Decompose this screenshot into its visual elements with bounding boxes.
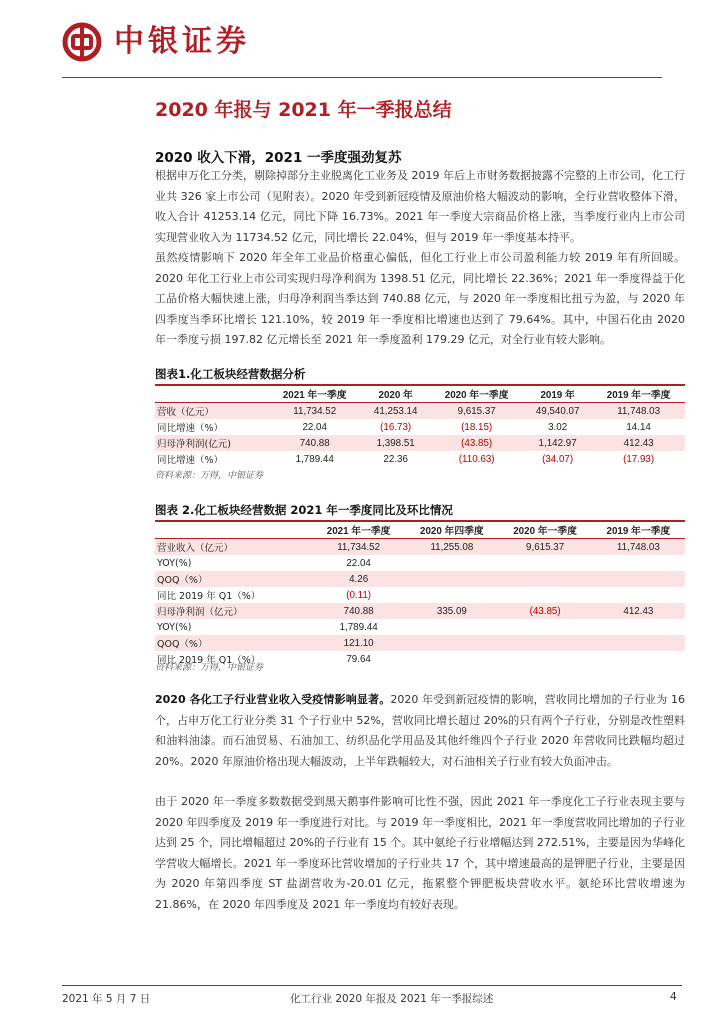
table-row bbox=[155, 571, 685, 587]
table-cell bbox=[405, 555, 498, 571]
table-cell: 121.10 bbox=[312, 635, 405, 651]
table-cell bbox=[498, 651, 591, 667]
footer-divider bbox=[62, 985, 682, 986]
table-cell: 11,748.03 bbox=[592, 403, 685, 420]
table-cell: 740.88 bbox=[268, 435, 361, 451]
table-row bbox=[155, 539, 685, 556]
table-row bbox=[155, 635, 685, 651]
paragraph-1: 根据申万化工分类，剔除掉部分主业脱离化工业务及 2019 年后上市财务数据披露不完整的上市公司，化工行业共 326 家上市公司（见附表）。2020 年受到新冠疫情及原油价格大幅波动的影响，全行业营收整体下滑，收入合计 41253.14 亿元，同比下降 16.73%。2021 年一季度大宗商品价格上涨，当季度行业内上市公司实现营业收入为 11734.52 亿元，同比增长 22.04%，但与 2019 年一季度基本持平。 bbox=[155, 169, 685, 244]
table-cell bbox=[592, 571, 685, 587]
table-row bbox=[155, 419, 685, 435]
table-row bbox=[155, 587, 685, 603]
table-cell: (16.73) bbox=[380, 421, 412, 433]
table-cell: 4.26 bbox=[312, 571, 405, 587]
table-cell bbox=[405, 571, 498, 587]
table-cell bbox=[405, 587, 498, 603]
table-header-cell: 2019 年 bbox=[523, 385, 592, 403]
row-label: 营业收入（亿元） bbox=[155, 539, 312, 556]
table-cell bbox=[592, 555, 685, 571]
table-cell: 22.04 bbox=[346, 557, 371, 569]
table-cell bbox=[592, 635, 685, 651]
brand-name: 中银证券 bbox=[114, 24, 250, 59]
table-cell: (18.15) bbox=[461, 421, 493, 433]
table-cell: 11,748.03 bbox=[592, 539, 685, 556]
table-cell: (43.85) bbox=[498, 603, 591, 619]
bank-of-china-logo-icon bbox=[62, 22, 102, 62]
page-number: 4 bbox=[670, 991, 677, 1003]
table1 bbox=[155, 384, 685, 467]
table-cell: 1,398.51 bbox=[361, 435, 430, 451]
table-cell: 1,789.44 bbox=[339, 621, 378, 633]
header-divider bbox=[62, 77, 662, 78]
table-cell: (17.93) bbox=[623, 453, 655, 465]
page-header bbox=[62, 20, 662, 76]
table-header-cell: 2020 年四季度 bbox=[405, 521, 498, 539]
table-cell bbox=[498, 619, 591, 635]
table-cell bbox=[592, 587, 685, 603]
table-cell: (0.11) bbox=[346, 589, 372, 601]
table-cell bbox=[498, 555, 591, 571]
table-cell: 740.88 bbox=[312, 603, 405, 619]
table-cell: 3.02 bbox=[548, 421, 568, 433]
table-cell bbox=[592, 651, 685, 667]
sub-title: 2020 收入下滑，2021 一季度强劲复苏 bbox=[155, 150, 402, 166]
table-row bbox=[155, 603, 685, 619]
paragraph-3 bbox=[155, 690, 685, 772]
table-cell bbox=[592, 619, 685, 635]
table-header-cell: 2021 年一季度 bbox=[268, 385, 361, 403]
table-cell: 11,734.52 bbox=[312, 539, 405, 556]
table-cell bbox=[498, 587, 591, 603]
table-cell: 22.36 bbox=[383, 453, 408, 465]
row-label: QOQ（%） bbox=[155, 635, 312, 651]
table2-source: 资料来源：万得，中银证券 bbox=[155, 663, 264, 673]
table-cell: 49,540.07 bbox=[523, 403, 592, 420]
table-cell: 79.64 bbox=[346, 653, 371, 665]
table-cell: 1,142.97 bbox=[523, 435, 592, 451]
table-row bbox=[155, 403, 685, 420]
table-cell: 41,253.14 bbox=[361, 403, 430, 420]
paragraph-3-lead: 2020 各化工子行业营业收入受疫情影响显著。 bbox=[155, 693, 391, 706]
table-header-cell: 2019 年一季度 bbox=[592, 521, 685, 539]
table-row bbox=[155, 435, 685, 451]
table-cell bbox=[498, 635, 591, 651]
row-label: 归母净利润（亿元） bbox=[155, 603, 312, 619]
table-cell: 9,615.37 bbox=[430, 403, 523, 420]
table-cell: 22.04 bbox=[302, 421, 327, 433]
table-cell bbox=[405, 635, 498, 651]
table-cell: 11,734.52 bbox=[268, 403, 361, 420]
table-cell: 1,789.44 bbox=[295, 453, 334, 465]
row-label: 同比 2019 年 Q1（%） bbox=[157, 655, 261, 666]
row-label: QOQ（%） bbox=[155, 571, 312, 587]
table-cell: 11,255.08 bbox=[405, 539, 498, 556]
footer-title: 化工行业 2020 年报及 2021 年一季报综述 bbox=[290, 993, 494, 1005]
table-cell: 335.09 bbox=[405, 603, 498, 619]
paragraph-2: 虽然疫情影响下 2020 年全年工业品价格重心偏低，但化工行业上市公司盈利能力较 2019 年有所回暖。2020 年化工行业上市公司实现归母净利润为 1398.51 亿元，同比增长 22.36%；2021 年一季度得益于化工品价格大幅快速上涨，归母净利润当季达到 740.88 亿元，与 2020 年一季度相比扭亏为盈，与 2020 年四季度当季环比增长 121.10%，较 2019 年一季度相比增速也达到了 79.64%。其中，中国石化由 2020 年一季度亏损 197.82 亿元增长至 2021 年一季度盈利 179.29 亿元，对全行业有较大影响。 bbox=[155, 251, 685, 346]
paragraph-4: 由于 2020 年一季度多数数据受到黑天鹅事件影响可比性不强，因此 2021 年一季度化工子行业表现主要与 2020 年四季度及 2019 年一季度进行对比。与 2019 年一季度相比，2021 年一季度营收同比增加的子行业达到 25 个，同比增幅超过 20%的子行业有 15 个。其中氨纶子行业增幅达到 272.51%，主要是因为华峰化学营收大幅增长。2021 年一季度环比营收增加的子行业共 17 个，其中增速最高的是钾肥子行业，主要是因为 2020 年第四季度 ST 盐湖营收为-20.01 亿元，拖累整个钾肥板块营收水平。氨纶环比营收增速为 21.86%，在 2020 年四季度及 2021 年一季度均有较好表现。 bbox=[155, 795, 685, 911]
table-cell: (34.07) bbox=[542, 453, 574, 465]
row-label: 归母净利润(亿元) bbox=[155, 435, 268, 451]
table-header-cell bbox=[155, 521, 312, 539]
table1-source: 资料来源：万得，中银证券 bbox=[155, 471, 264, 481]
footer-date: 2021 年 5 月 7 日 bbox=[62, 993, 151, 1005]
row-label: 同比增速（%） bbox=[157, 423, 224, 434]
table-row bbox=[155, 619, 685, 635]
table-cell: 412.43 bbox=[592, 435, 685, 451]
table-header-cell: 2020 年一季度 bbox=[430, 385, 523, 403]
table-header-cell: 2019 年一季度 bbox=[592, 385, 685, 403]
table-header-cell: 2021 年一季度 bbox=[312, 521, 405, 539]
table-row bbox=[155, 451, 685, 467]
row-label: 同比增速（%） bbox=[157, 455, 224, 466]
paragraph-3-body: 2020 年受到新冠疫情的影响，营收同比增加的子行业为 16 个，占申万化工行业分类 31 个子行业中 52%，营收同比增长超过 20%的只有两个子行业，分别是改性塑料和油料油漆。而石油贸易、石油加工、纺织品化学用品及其他纤维四个子行业 2020 年营收同比跌幅均超过 20%。2020 年原油价格出现大幅波动，上半年跌幅较大，对石油相关子行业有较大负面冲击。 bbox=[155, 693, 685, 768]
table-cell bbox=[498, 571, 591, 587]
table-cell: (110.63) bbox=[458, 453, 495, 465]
table-cell: 9,615.37 bbox=[498, 539, 591, 556]
row-label: YOY(%) bbox=[157, 557, 192, 569]
table-cell: 412.43 bbox=[592, 603, 685, 619]
table-cell: (43.85) bbox=[430, 435, 523, 451]
table-header-cell: 2020 年 bbox=[361, 385, 430, 403]
table-header-cell bbox=[155, 385, 268, 403]
table-header-cell: 2020 年一季度 bbox=[498, 521, 591, 539]
table-cell bbox=[405, 619, 498, 635]
table2-title: 图表 2.化工板块经营数据 2021 年一季度同比及环比情况 bbox=[155, 503, 453, 517]
row-label: 营收（亿元） bbox=[155, 403, 268, 420]
row-label: YOY(%) bbox=[157, 621, 192, 633]
table2 bbox=[155, 520, 685, 667]
table-cell: 14.14 bbox=[626, 421, 651, 433]
row-label: 同比 2019 年 Q1（%） bbox=[157, 591, 261, 602]
section-title: 2020 年报与 2021 年一季报总结 bbox=[155, 99, 452, 121]
table1-title: 图表1.化工板块经营数据分析 bbox=[155, 367, 306, 381]
table-row bbox=[155, 555, 685, 571]
table-cell bbox=[405, 651, 498, 667]
